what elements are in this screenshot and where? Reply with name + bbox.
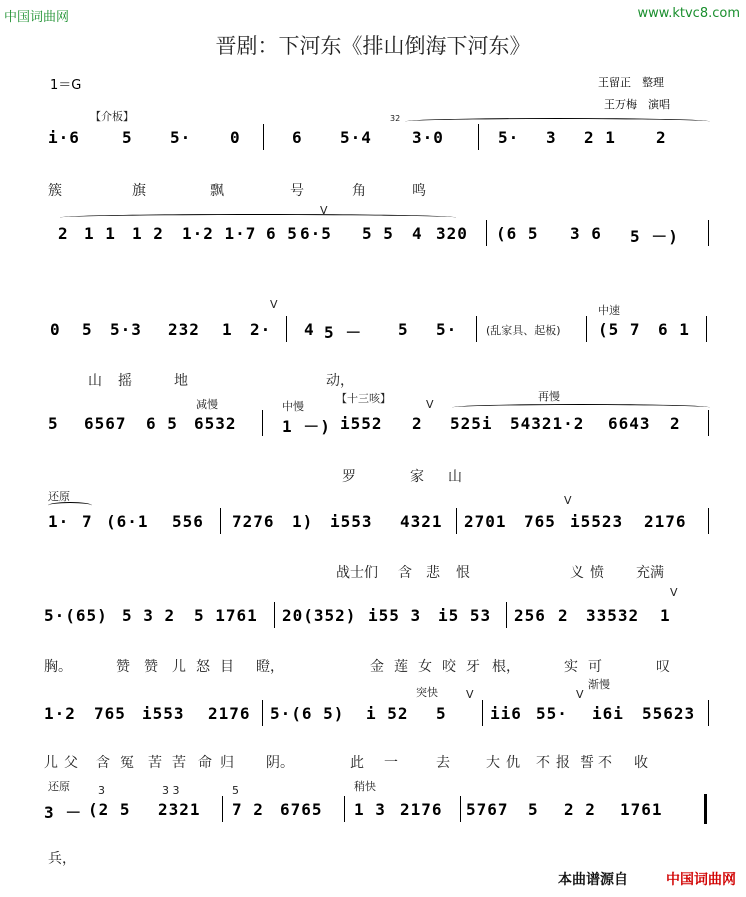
singer-credit: 王万梅 演唱 [604, 98, 670, 111]
note: 6532 [194, 414, 237, 433]
note: 1 1 [84, 224, 116, 243]
lyric-word: 冤 [120, 755, 134, 771]
note: 6765 [280, 800, 323, 819]
note: 2 [558, 606, 569, 625]
note: 556 [172, 512, 204, 531]
site-name-left: 中国词曲网 [4, 10, 70, 25]
tempo-mark: 还原 [48, 490, 70, 503]
note: 5 3 2 [122, 606, 176, 625]
note: ii6 [490, 704, 522, 723]
grace-mark: 3 3 [162, 784, 180, 797]
note: i553 [330, 512, 373, 531]
note: 7 2 [232, 800, 264, 819]
bar-line [220, 508, 221, 534]
lyric-word: 摇 [118, 373, 132, 389]
note: 1·2 [44, 704, 76, 723]
note: 6643 [608, 414, 651, 433]
note: 54321·2 [510, 414, 585, 433]
lyric-word: 胸。 [44, 659, 72, 675]
note: 1 －) [282, 417, 331, 436]
lyric-word: 根， [492, 659, 520, 675]
lyric-word: 悲 [426, 565, 440, 581]
arranger-credit: 王留正 整理 [598, 76, 664, 89]
bar-line [708, 410, 709, 436]
lyric-word: 莲 [394, 659, 408, 675]
note: 765 [524, 512, 556, 531]
note: 2 2 [564, 800, 596, 819]
note: 3 6 [570, 224, 602, 243]
note: 2176 [644, 512, 687, 531]
bar-line [486, 220, 487, 246]
note: 5 －) [630, 227, 679, 246]
lyric-word: 动， [326, 373, 354, 389]
lyric-word: 收 [634, 755, 648, 771]
note: 5 1761 [194, 606, 258, 625]
breath-mark: V [670, 586, 678, 599]
lyric-word: 可 [588, 659, 602, 675]
tempo-mark: 减慢 [196, 398, 218, 411]
note: 256 [514, 606, 546, 625]
lyric-word: 此 [350, 755, 364, 771]
slur-line [452, 404, 710, 411]
note: 5·(6 5) [270, 704, 345, 723]
tempo-mark: 渐慢 [588, 678, 610, 691]
note: 5 [48, 414, 59, 433]
note: 1· [48, 512, 70, 531]
site-url-right: www.ktvc8.com [637, 6, 740, 21]
bar-line [708, 508, 709, 534]
note: 1 2 [132, 224, 164, 243]
breath-mark: V [320, 204, 328, 217]
lyric-word: 恨 [456, 565, 470, 581]
lyric-word: 角 [352, 183, 366, 199]
lyric-word: 瞪， [256, 659, 284, 675]
footer-source-link[interactable]: 中国词曲网 [666, 872, 736, 888]
bar-line [476, 316, 477, 342]
note: 1 [660, 606, 671, 625]
note: 33532 [586, 606, 640, 625]
lyric-word: 金 [370, 659, 384, 675]
lyric-word: 鸣 [412, 183, 426, 199]
note: 1 3 [354, 800, 386, 819]
lyric-word: 不 [536, 755, 550, 771]
bar-line [263, 124, 264, 150]
note: 4 [304, 320, 315, 339]
lyric-word: 山 [448, 469, 462, 485]
bar-line [506, 602, 507, 628]
note: 55· [536, 704, 568, 723]
note: 6 5 [266, 224, 298, 243]
key-signature: 1＝G [50, 78, 82, 93]
lyric-word: 归 [220, 755, 234, 771]
lyric-word: 充满 [636, 565, 664, 581]
note: i55 3 [368, 606, 422, 625]
note: 5·4 [340, 128, 372, 147]
note: 2 [656, 128, 667, 147]
slur-line [60, 214, 456, 221]
note: 5·(65) [44, 606, 108, 625]
note: 2 [58, 224, 69, 243]
grace-mark: 5 [232, 784, 239, 797]
bar-line [482, 700, 483, 726]
note: 2 [670, 414, 681, 433]
note: 55623 [642, 704, 696, 723]
note: 2701 [464, 512, 507, 531]
lyric-word: 号 [290, 183, 304, 199]
bar-line [262, 410, 263, 436]
lyric-word: 咬 [442, 659, 456, 675]
note: 1·2 1·7 [182, 224, 257, 243]
lyric-word: 誓 [580, 755, 594, 771]
lyric-word: 父 [64, 755, 78, 771]
lyric-word: 儿 [172, 659, 186, 675]
note: 1) [292, 512, 314, 531]
note: i552 [340, 414, 383, 433]
performance-note: (乱家具、起板) [486, 324, 561, 337]
note: (6 5 [496, 224, 539, 243]
lyric-word: 赞 [116, 659, 130, 675]
lyric-word: 实 [564, 659, 578, 675]
note: 2· [250, 320, 272, 339]
lyric-word: 含 [398, 565, 412, 581]
bar-line [274, 602, 275, 628]
note: 7 [82, 512, 93, 531]
lyric-word: 含 [96, 755, 110, 771]
lyric-word: 兵， [48, 851, 76, 867]
tempo-mark: 稍快 [354, 780, 376, 793]
note: 2176 [208, 704, 251, 723]
breath-mark: V [576, 688, 584, 701]
note: 4321 [400, 512, 443, 531]
lyric-word: 不 [598, 755, 612, 771]
lyric-word: 家 [410, 469, 424, 485]
note: 6 5 [146, 414, 178, 433]
bar-line [460, 796, 461, 822]
lyric-word: 牙 [466, 659, 480, 675]
bar-line [286, 316, 287, 342]
breath-mark: V [466, 688, 474, 701]
lyric-word: 义 [570, 565, 584, 581]
bar-line [708, 220, 709, 246]
lyric-word: 大 [486, 755, 500, 771]
note: 5 [528, 800, 539, 819]
note: 5·3 [110, 320, 142, 339]
breath-mark: V [564, 494, 572, 507]
note: 3·0 [412, 128, 444, 147]
note: 2 1 [584, 128, 616, 147]
note: i 52 [366, 704, 409, 723]
note: 5· [170, 128, 192, 147]
slur-line [405, 118, 710, 125]
note: 5· [498, 128, 520, 147]
tempo-mark: 【十三咳】 [336, 392, 391, 405]
footer-source-label: 本曲谱源自 [558, 872, 628, 888]
lyric-word: 儿 [44, 755, 58, 771]
note: i553 [142, 704, 185, 723]
lyric-word: 苦 [172, 755, 186, 771]
lyric-word: 怒 [196, 659, 210, 675]
tempo-mark: 中慢 [282, 400, 304, 413]
note: 3 [546, 128, 557, 147]
tempo-mark: 中速 [598, 304, 620, 317]
bar-line [456, 508, 457, 534]
tempo-mark: 还原 [48, 780, 70, 793]
note: 6·5 [300, 224, 332, 243]
grace-mark: 3̇2̇ [390, 114, 401, 123]
note: 5 [398, 320, 409, 339]
lyric-word: 去 [436, 755, 450, 771]
note: 5 5 [362, 224, 394, 243]
bar-line [708, 700, 709, 726]
lyric-word: 女 [418, 659, 432, 675]
breath-mark: V [426, 398, 434, 411]
note: 5 [436, 704, 447, 723]
note: 5 － [324, 323, 363, 342]
note: 6567 [84, 414, 127, 433]
note: 1761 [620, 800, 663, 819]
note: 2 [412, 414, 423, 433]
lyric-word: 山 [88, 373, 102, 389]
note: 5· [436, 320, 458, 339]
tempo-mark: 再慢 [538, 390, 560, 403]
lyric-word: 罗 [342, 469, 356, 485]
lyric-word: 战士们 [336, 565, 378, 581]
note: 5 [122, 128, 133, 147]
bar-line [344, 796, 345, 822]
lyric-word: 旗 [132, 183, 146, 199]
bar-line [222, 796, 223, 822]
lyric-word: 愤 [590, 565, 604, 581]
note: i5 53 [438, 606, 492, 625]
note: 20(352) [282, 606, 357, 625]
slur-line [48, 502, 92, 509]
note: 765 [94, 704, 126, 723]
note: (5 7 [598, 320, 641, 339]
lyric-word: 仇 [506, 755, 520, 771]
note: 0 [50, 320, 61, 339]
lyric-word: 地 [174, 373, 188, 389]
note: 4 [412, 224, 423, 243]
lyric-word: 一 [384, 755, 398, 771]
grace-mark: 3 [98, 784, 105, 797]
lyric-word: 目 [220, 659, 234, 675]
note: 1 [222, 320, 233, 339]
note: 2176 [400, 800, 443, 819]
tempo-mark: 突快 [416, 686, 438, 699]
note: i·6 [48, 128, 80, 147]
note: 525i [450, 414, 493, 433]
note: 5767 [466, 800, 509, 819]
note: 6 [292, 128, 303, 147]
note: 0 [230, 128, 241, 147]
note: (6·1 [106, 512, 149, 531]
bar-line [478, 124, 479, 150]
lyric-word: 飘 [210, 183, 224, 199]
note: 320 [436, 224, 468, 243]
note: i5523 [570, 512, 624, 531]
note: 5 [82, 320, 93, 339]
final-bar-line [704, 794, 707, 824]
lyric-word: 报 [556, 755, 570, 771]
lyric-word: 叹 [656, 659, 670, 675]
note: i6i [592, 704, 624, 723]
lyric-word: 赞 [144, 659, 158, 675]
note: 7276 [232, 512, 275, 531]
note: 2321 [158, 800, 201, 819]
bar-line [706, 316, 707, 342]
bar-line [262, 700, 263, 726]
page-title: 晋剧：下河东《排山倒海下河东》 [215, 34, 531, 58]
breath-mark: V [270, 298, 278, 311]
lyric-word: 苦 [148, 755, 162, 771]
note: 3 － [44, 803, 83, 822]
lyric-word: 阴。 [266, 755, 294, 771]
note: 232 [168, 320, 200, 339]
note: 6 1 [658, 320, 690, 339]
bar-line [586, 316, 587, 342]
lyric-word: 簇 [48, 183, 62, 199]
tempo-mark: 【介板】 [90, 110, 134, 123]
lyric-word: 命 [198, 755, 212, 771]
note: (2 5 [88, 800, 131, 819]
